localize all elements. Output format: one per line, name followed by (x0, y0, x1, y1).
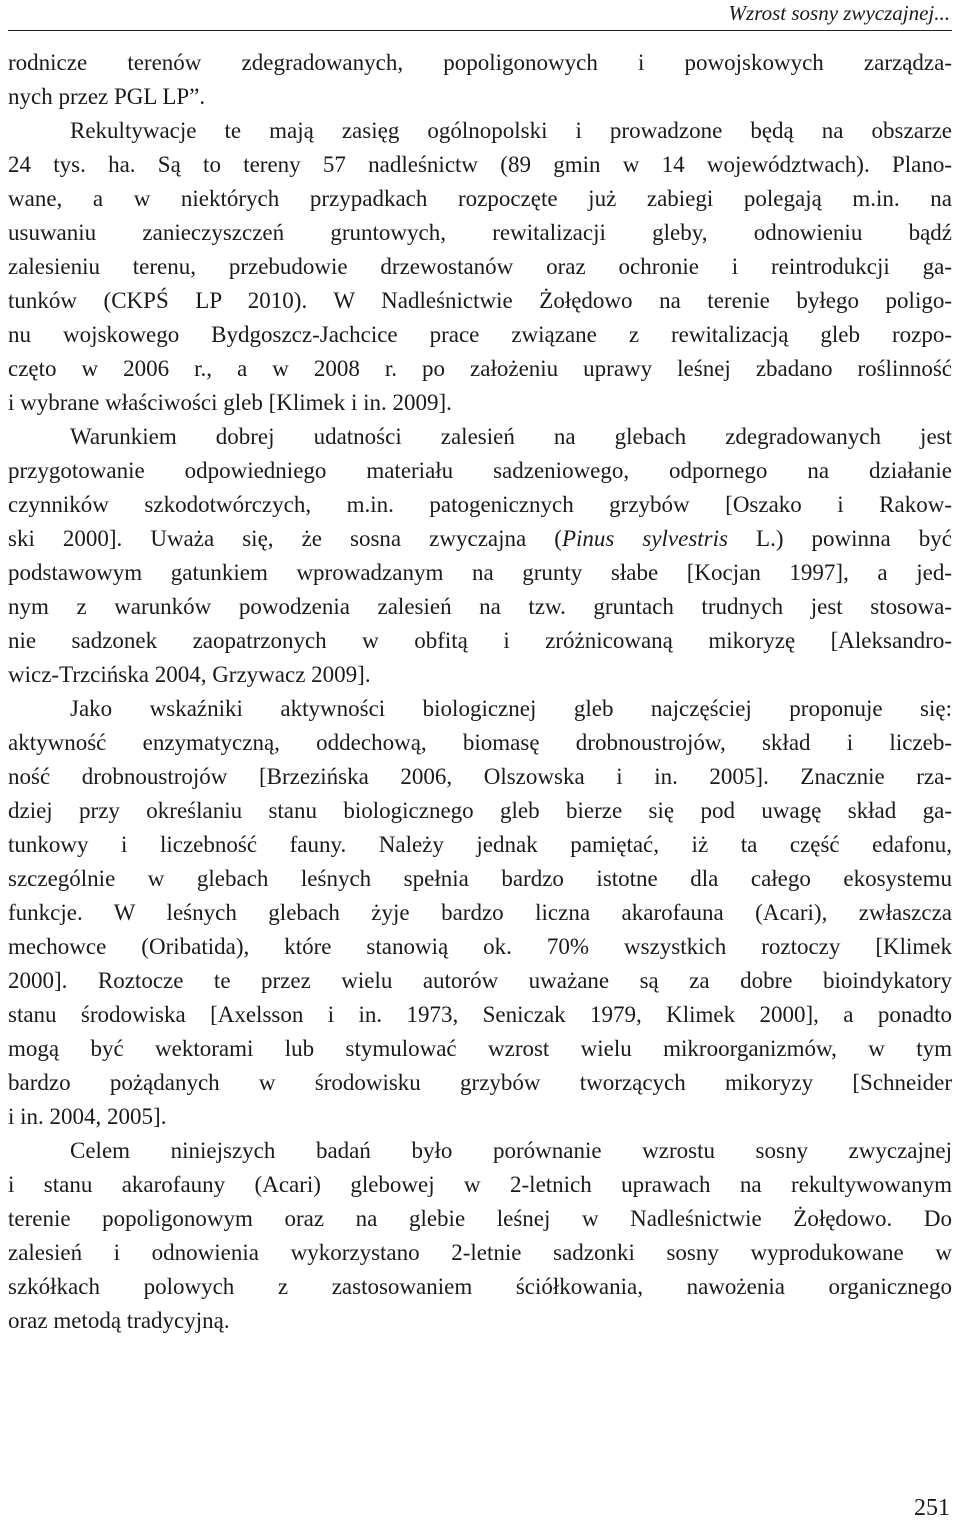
running-header (8, 0, 952, 31)
text-line: czynników szkodotwórczych, m.in. patogenicznych grzybów [Oszako i Rakow- (8, 492, 952, 517)
text-line: ność drobnoustrojów [Brzezińska 2006, Olszowska i in. 2005]. Znacznie rza- (8, 764, 952, 789)
text-line: szczególnie w glebach leśnych spełnia bardzo istotne dla całego ekosystemu (8, 866, 952, 891)
text-line: zalesieniu terenu, przebudowie drzewostanów oraz ochronie i reintrodukcji ga- (8, 254, 952, 279)
text-line: i wybrane właściwości gleb [Klimek i in. 2009]. (8, 390, 452, 415)
text-line: terenie popoligonowym oraz na glebie leśnej w Nadleśnictwie Żołędowo. Do (8, 1206, 952, 1231)
text-line: zalesień i odnowienia wykorzystano 2-letnie sadzonki sosny wyprodukowane w (8, 1240, 952, 1265)
text-line: stanu środowiska [Axelsson i in. 1973, Seniczak 1979, Klimek 2000], a ponadto (8, 1002, 952, 1027)
text-line: oraz metodą tradycyjną. (8, 1308, 230, 1333)
text-line: dziej przy określaniu stanu biologicznego gleb bierze się pod uwagę skład ga- (8, 798, 952, 823)
text-line: przygotowanie odpowiedniego materiału sadzeniowego, odpornego na działanie (8, 458, 952, 483)
text-line: Jako wskaźniki aktywności biologicznej gleb najczęściej proponuje się: (70, 696, 952, 721)
text-line: szkółkach polowych z zastosowaniem ściółkowania, nawożenia organicznego (8, 1274, 952, 1299)
text-segment: L.) powinna być (727, 526, 952, 551)
text-line: i in. 2004, 2005]. (8, 1104, 167, 1129)
text-line: Warunkiem dobrej udatności zalesień na glebach zdegradowanych jest (70, 424, 952, 449)
text-line: nym z warunków powodzenia zalesień na tzw. gruntach trudnych jest stosowa- (8, 594, 952, 619)
text-line: 24 tys. ha. Są to tereny 57 nadleśnictw (89 gmin w 14 województwach). Plano- (8, 152, 952, 177)
text-line: mogą być wektorami lub stymulować wzrost wielu mikroorganizmów, w tym (8, 1036, 952, 1061)
species-name: Pinus sylvestris (561, 526, 728, 551)
text-line: nu wojskowego Bydgoszcz-Jachcice prace związane z rewitalizacją gleb rozpo- (8, 322, 952, 347)
text-line: nych przez PGL LP”. (8, 84, 206, 109)
text-line: tunków (CKPŚ LP 2010). W Nadleśnictwie Żołędowo na terenie byłego poligo- (8, 288, 952, 313)
page-number: 251 (914, 1495, 950, 1521)
text-line: rodnicze terenów zdegradowanych, popoligonowych i powojskowych zarządza- (8, 50, 952, 75)
text-line: funkcje. W leśnych glebach żyje bardzo liczna akarofauna (Acari), zwłaszcza (8, 900, 952, 925)
text-line: wane, a w niektórych przypadkach rozpoczęte już zabiegi polegają m.in. na (8, 186, 952, 211)
text-line: aktywność enzymatyczną, oddechową, biomasę drobnoustrojów, skład i liczeb- (8, 730, 952, 755)
text-line: 2000]. Roztocze te przez wielu autorów uważane są za dobre bioindykatory (8, 968, 952, 993)
text-line: usuwaniu zanieczyszczeń gruntowych, rewitalizacji gleby, odnowieniu bądź (8, 220, 952, 245)
text-line: Celem niniejszych badań było porównanie wzrostu sosny zwyczajnej (70, 1138, 952, 1163)
text-line-with-italic (8, 522, 952, 556)
text-line: mechowce (Oribatida), które stanowią ok. 70% wszystkich roztoczy [Klimek (8, 934, 952, 959)
text-line: wicz-Trzcińska 2004, Grzywacz 2009]. (8, 662, 371, 687)
text-line: nie sadzonek zaopatrzonych w obfitą i zróżnicowaną mikoryzę [Aleksandro- (8, 628, 952, 653)
text-segment: ski 2000]. Uważa się, że sosna zwyczajna ( (8, 526, 562, 551)
text-line: bardzo pożądanych w środowisku grzybów tworzących mikoryzy [Schneider (8, 1070, 952, 1095)
text-line: tunkowy i liczebność fauny. Należy jednak pamiętać, iż ta część edafonu, (8, 832, 952, 857)
text-line: Rekultywacje te mają zasięg ogólnopolski i prowadzone będą na obszarze (70, 118, 952, 143)
text-line: i stanu akarofauny (Acari) glebowej w 2-letnich uprawach na rekultywowanym (8, 1172, 952, 1197)
article-body (8, 46, 952, 1338)
text-line: podstawowym gatunkiem wprowadzanym na grunty słabe [Kocjan 1997], a jed- (8, 560, 952, 585)
running-title: Wzrost sosny zwyczajnej... (728, 1, 950, 25)
text-line: częto w 2006 r., a w 2008 r. po założeniu uprawy leśnej zbadano roślinność (8, 356, 952, 381)
